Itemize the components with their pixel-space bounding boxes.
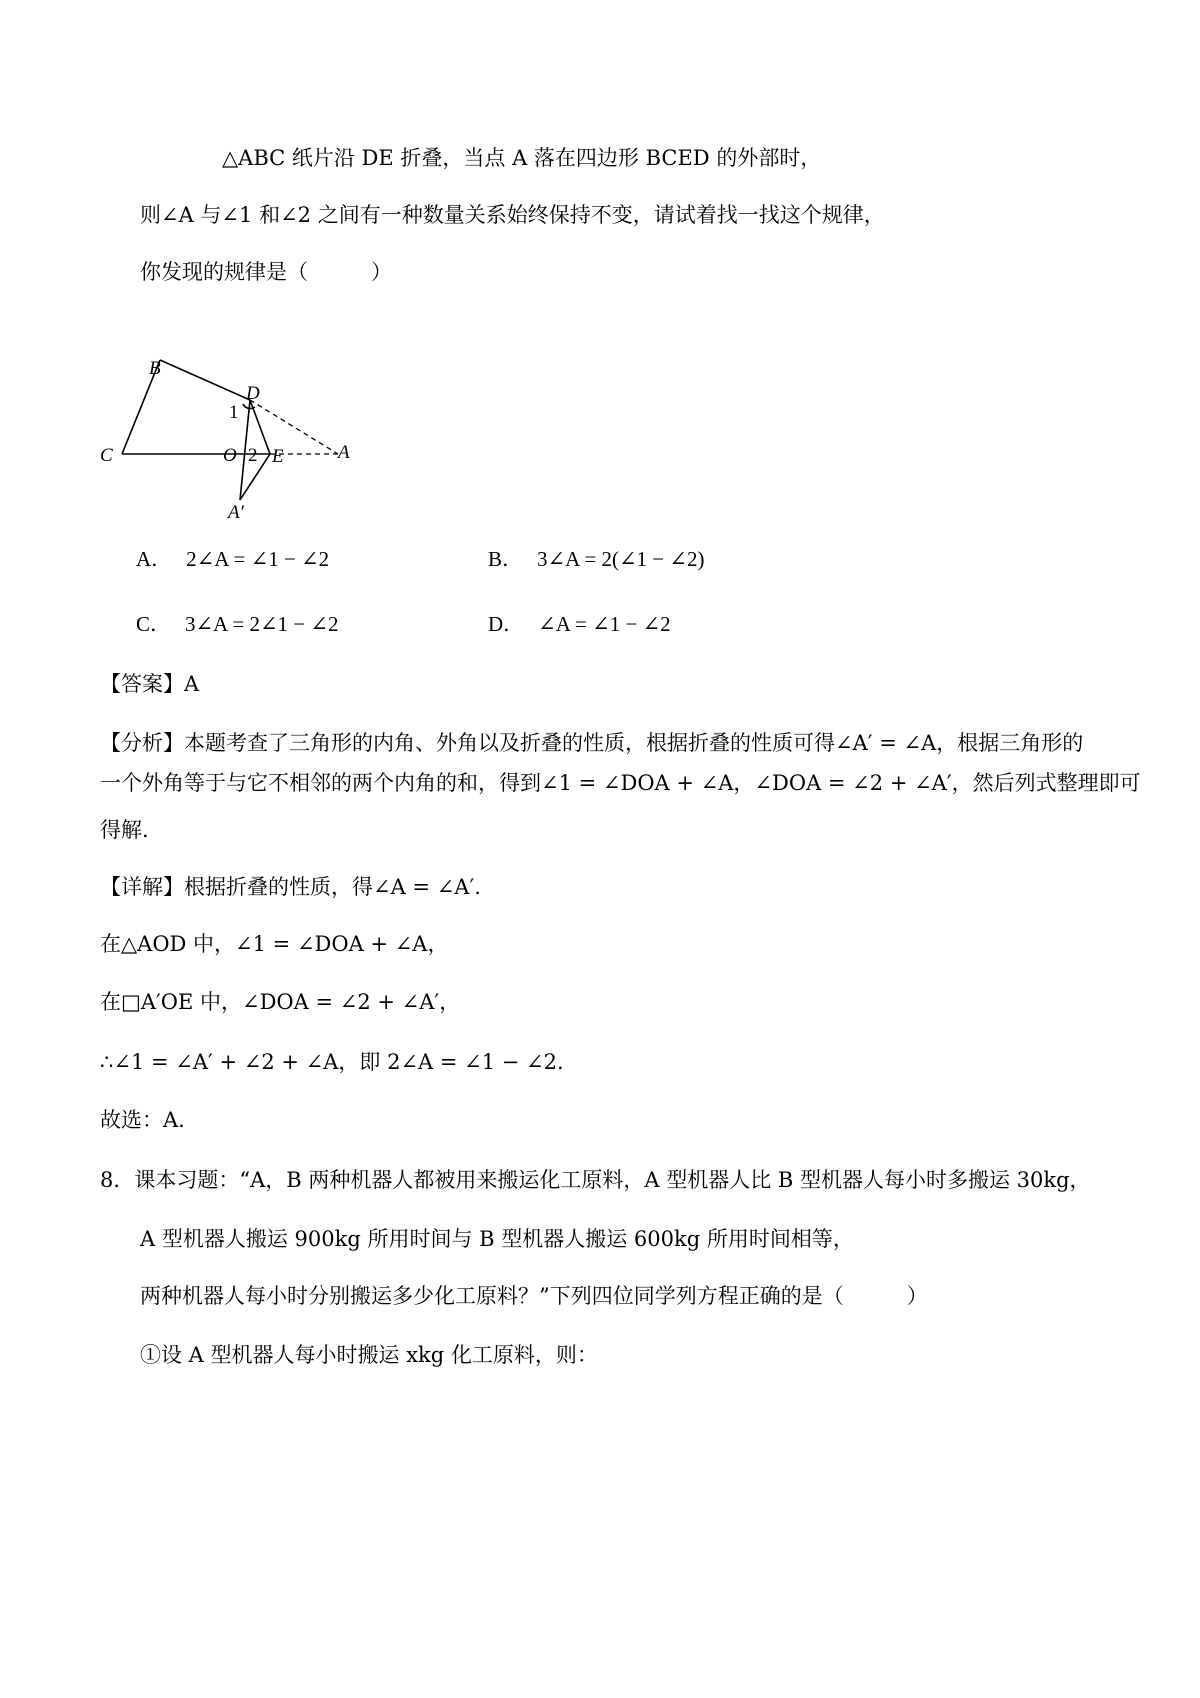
answer: 【答案】A	[100, 672, 200, 696]
option-b-label: B．	[488, 547, 524, 571]
label-angle2: 2	[248, 445, 258, 466]
analysis-line2: 一个外角等于与它不相邻的两个内角的和，得到∠1 = ∠DOA + ∠A，∠DOA = ∠2 + ∠A′，然后列式整理即可	[100, 771, 1141, 795]
problem8-line2: A 型机器人搬运 900kg 所用时间与 B 型机器人搬运 600kg 所用时间相等，	[140, 1227, 854, 1251]
option-a-text: 2∠A = ∠1 − ∠2	[186, 547, 330, 571]
problem8-line4: ①设 A 型机器人每小时搬运 xkg 化工原料，则：	[140, 1343, 598, 1367]
detail-line4: ∴∠1 = ∠A′ + ∠2 + ∠A，即 2∠A = ∠1 − ∠2.	[100, 1050, 564, 1074]
label-b: B	[149, 358, 161, 379]
choice: 故选：A.	[100, 1108, 185, 1132]
option-d-text: ∠A = ∠1 − ∠2	[538, 612, 671, 636]
label-a: A	[338, 442, 350, 463]
problem7-stem-line3: 你发现的规律是（ ）	[140, 260, 392, 284]
fold-dashed-da	[250, 400, 338, 454]
detail-line2: 在△AOD 中，∠1 = ∠DOA + ∠A，	[100, 932, 449, 956]
label-o: O	[223, 445, 237, 466]
option-c	[136, 614, 339, 635]
label-d: D	[246, 383, 260, 404]
detail-line1: 【详解】根据折叠的性质，得∠A = ∠A′.	[100, 875, 481, 899]
folding-triangle-figure	[100, 340, 380, 540]
label-e: E	[272, 446, 284, 467]
option-d	[488, 614, 671, 635]
problem8-line1: 8．课本习题：“A，B 两种机器人都被用来搬运化工原料，A 型机器人比 B 型机器人每小时多搬运 30kg，	[100, 1168, 1091, 1192]
problem7-stem-line1: △ABC 纸片沿 DE 折叠，当点 A 落在四边形 BCED 的外部时，	[222, 146, 822, 170]
option-c-text: 3∠A = 2∠1 − ∠2	[185, 612, 339, 636]
label-a-prime: A′	[228, 502, 244, 523]
option-a-label: A．	[136, 547, 173, 571]
option-a	[136, 549, 329, 570]
problem8-line3: 两种机器人每小时分别搬运多少化工原料？”下列四位同学列方程正确的是（ ）	[140, 1284, 928, 1308]
problem7-stem-line2: 则∠A 与∠1 和∠2 之间有一种数量关系始终保持不变，请试着找一找这个规律，	[140, 203, 885, 227]
analysis-line3: 得解.	[100, 818, 149, 842]
option-d-label: D．	[488, 612, 525, 636]
detail-line3: 在□A′OE 中，∠DOA = ∠2 + ∠A′，	[100, 990, 461, 1014]
label-c: C	[100, 445, 113, 466]
edge-bd	[160, 360, 250, 400]
label-angle1: 1	[229, 402, 239, 423]
option-b-text: 3∠A = 2(∠1 − ∠2)	[537, 547, 705, 571]
option-c-label: C．	[136, 612, 172, 636]
option-b	[488, 549, 704, 570]
analysis-line1: 【分析】本题考查了三角形的内角、外角以及折叠的性质，根据折叠的性质可得∠A′ = ∠A，根据三角形的	[100, 731, 1084, 755]
